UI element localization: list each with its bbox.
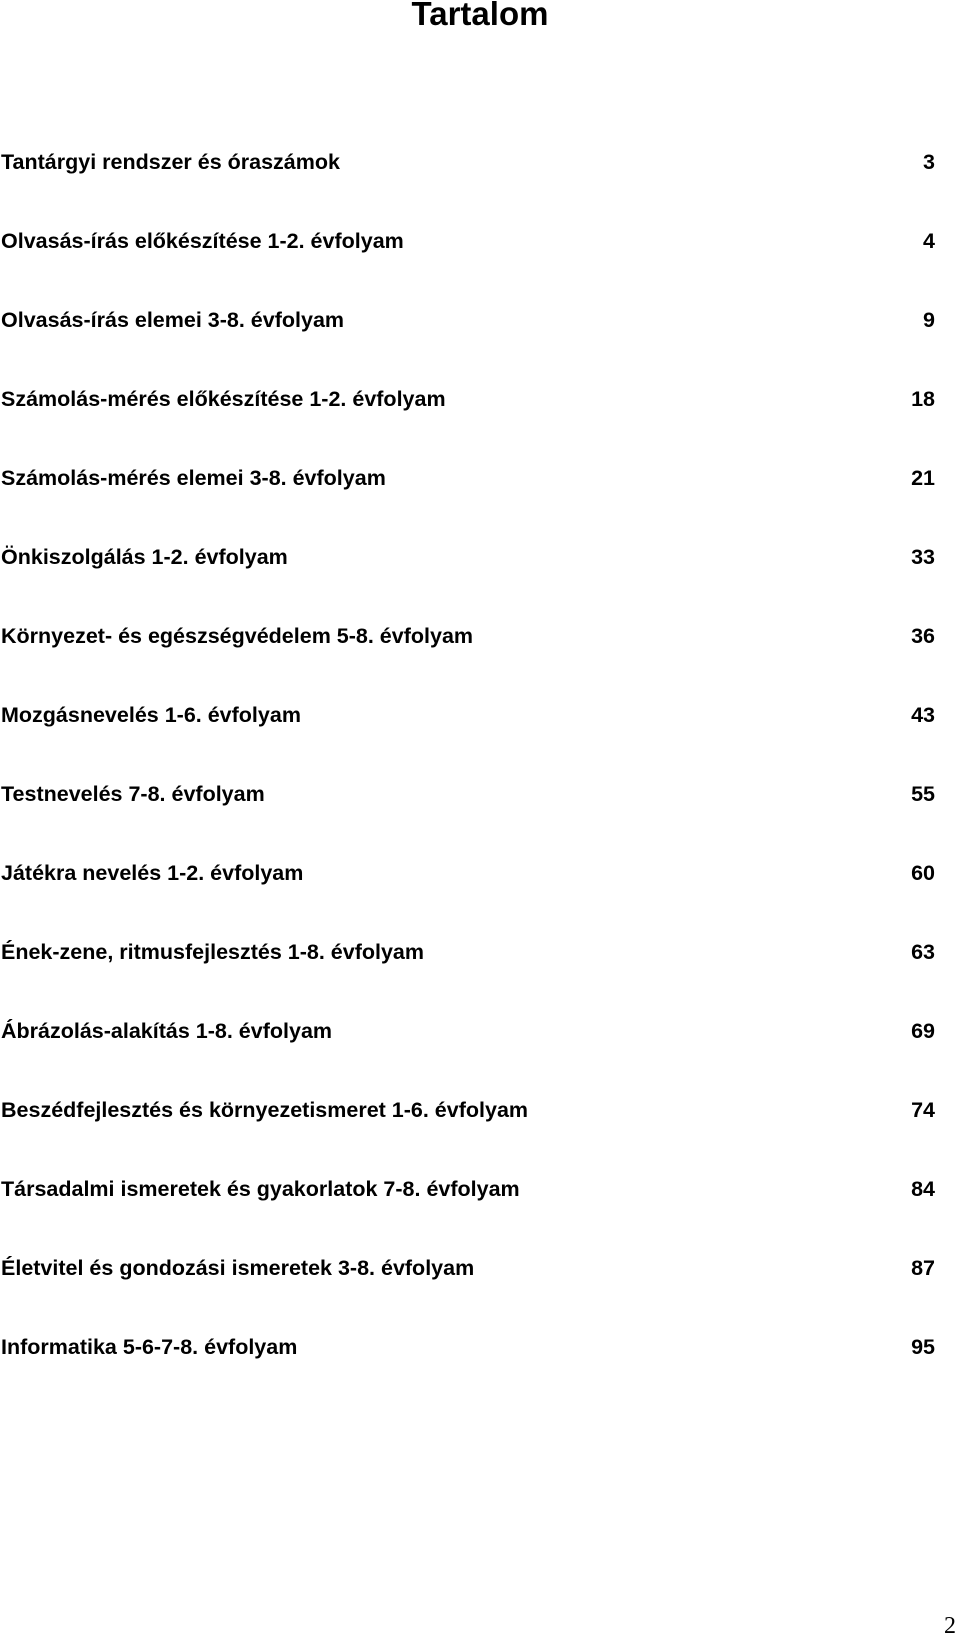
toc-entry-label: Játékra nevelés 1-2. évfolyam xyxy=(1,861,304,885)
toc-entry[interactable] xyxy=(0,1016,960,1046)
toc-entry-page: 36 xyxy=(911,624,935,648)
toc-entry[interactable] xyxy=(0,937,960,967)
toc-entry-page: 33 xyxy=(911,545,935,569)
toc-entry[interactable] xyxy=(0,384,960,414)
toc-entry-label: Életvitel és gondozási ismeretek 3-8. évfolyam xyxy=(1,1256,475,1280)
toc-entry-label: Olvasás-írás elemei 3-8. évfolyam xyxy=(1,308,345,332)
toc-entry[interactable] xyxy=(0,1095,960,1125)
toc-entry-label: Olvasás-írás előkészítése 1-2. évfolyam xyxy=(1,229,404,253)
toc-entry-page: 3 xyxy=(923,150,935,174)
toc-entry-page: 43 xyxy=(911,703,935,727)
toc-entry-page: 9 xyxy=(923,308,935,332)
toc-entry-page: 84 xyxy=(911,1177,935,1201)
toc-entry-label: Beszédfejlesztés és környezetismeret 1-6. évfolyam xyxy=(1,1098,529,1122)
toc-entry-label: Informatika 5-6-7-8. évfolyam xyxy=(1,1335,298,1359)
toc-entry[interactable] xyxy=(0,542,960,572)
toc-entry-label: Számolás-mérés előkészítése 1-2. évfolyam xyxy=(1,387,446,411)
toc-entry[interactable] xyxy=(0,147,960,177)
toc-entry-label: Mozgásnevelés 1-6. évfolyam xyxy=(1,703,301,727)
toc-entry-page: 87 xyxy=(911,1256,935,1280)
toc-entry-label: Társadalmi ismeretek és gyakorlatok 7-8. évfolyam xyxy=(1,1177,520,1201)
toc-entry[interactable] xyxy=(0,1174,960,1204)
toc-entry-page: 21 xyxy=(911,466,935,490)
toc-entry-page: 95 xyxy=(911,1335,935,1359)
toc-entry-label: Tantárgyi rendszer és óraszámok xyxy=(1,150,340,174)
toc-entry-label: Önkiszolgálás 1-2. évfolyam xyxy=(1,545,288,569)
toc-entry[interactable] xyxy=(0,621,960,651)
toc-entry-page: 55 xyxy=(911,782,935,806)
toc-entry[interactable] xyxy=(0,1253,960,1283)
toc-entry[interactable] xyxy=(0,305,960,335)
toc-entry-page: 74 xyxy=(911,1098,935,1122)
toc-entry[interactable] xyxy=(0,700,960,730)
toc-entry-label: Környezet- és egészségvédelem 5-8. évfolyam xyxy=(1,624,474,648)
toc-entry-label: Számolás-mérés elemei 3-8. évfolyam xyxy=(1,466,386,490)
toc-entry-label: Ábrázolás-alakítás 1-8. évfolyam xyxy=(1,1019,333,1043)
toc-entry[interactable] xyxy=(0,858,960,888)
page-number: 2 xyxy=(944,1613,956,1639)
toc-entry[interactable] xyxy=(0,1332,960,1362)
toc-entry-page: 60 xyxy=(911,861,935,885)
toc-entry[interactable] xyxy=(0,226,960,256)
toc-entry-page: 18 xyxy=(911,387,935,411)
toc-entry-page: 4 xyxy=(923,229,935,253)
toc-entry-label: Testnevelés 7-8. évfolyam xyxy=(1,782,265,806)
toc-entry-page: 69 xyxy=(911,1019,935,1043)
toc-entry-label: Ének-zene, ritmusfejlesztés 1-8. évfolyam xyxy=(1,940,425,964)
toc-entry[interactable] xyxy=(0,463,960,493)
toc-entry-page: 63 xyxy=(911,940,935,964)
page-title: Tartalom xyxy=(411,0,549,32)
toc-entry[interactable] xyxy=(0,779,960,809)
